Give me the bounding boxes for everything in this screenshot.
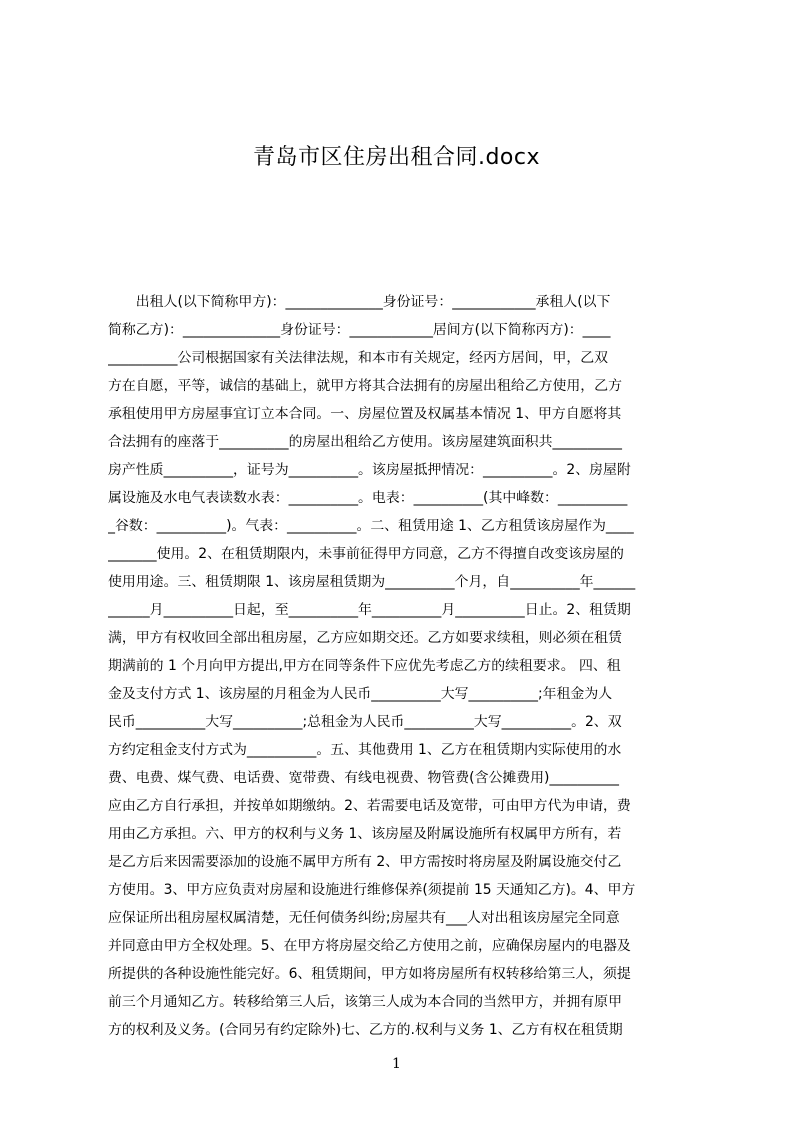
body-line: 应保证所出租房屋权属清楚，无任何债务纠纷;房屋共有___人对出租该房屋完全同意 bbox=[108, 910, 620, 926]
body-line: 期满前的 1 个月向甲方提出,甲方在同等条件下应优先考虑乙方的续租要求。 四、租 bbox=[108, 658, 621, 674]
body-line: 使用用途。三、租赁期限 1、该房屋租赁期为__________个月，自__________年______ bbox=[108, 574, 636, 590]
page-number: 1 bbox=[392, 1056, 401, 1072]
body-line: 简称乙方)：______________身份证号：____________居间方(以下简称丙方)：____ bbox=[108, 322, 611, 338]
body-line: 房产性质__________，证号为__________。该房屋抵押情况：__________。2、房屋附 bbox=[108, 462, 631, 478]
body-line: 满，甲方有权收回全部出租房屋，乙方应如期交还。乙方如要求续租，则必须在租赁 bbox=[108, 630, 622, 646]
body-line: 合法拥有的座落于__________的房屋出租给乙方使用。该房屋建筑面积共__________ bbox=[108, 434, 622, 450]
document-title: 青岛市区住房出租合同.docx bbox=[252, 145, 541, 170]
body-line: 并同意由甲方全权处理。5、在甲方将房屋交给乙方使用之前，应确保房屋内的电器及 bbox=[108, 938, 631, 954]
body-line: 承租使用甲方房屋事宜订立本合同。一、房屋位置及权属基本情况 1、甲方自愿将其 bbox=[108, 406, 622, 422]
body-line: 方在自愿，平等，诚信的基础上，就甲方将其合法拥有的房屋出租给乙方使用，乙方 bbox=[108, 378, 622, 394]
body-line: 出租人(以下简称甲方)：______________身份证号：____________承租人(以下 bbox=[108, 294, 611, 310]
body-line: 所提供的各种设施性能完好。6、租赁期间，甲方如将房屋所有权转移给第三人，须提 bbox=[108, 966, 631, 982]
body-line: 方的权利及义务。(合同另有约定除外)七、乙方的.权利与义务 1、乙方有权在租赁期 bbox=[108, 1022, 623, 1038]
body-line: _______使用。2、在租赁期限内，未事前征得甲方同意，乙方不得擅自改变该房屋的 bbox=[108, 546, 624, 562]
body-line: 属设施及水电气表读数水表：__________。电表：__________(其中峰数：__________ bbox=[108, 490, 628, 506]
body-line: ______月__________日起，至__________年__________月__________日止。2、租赁期 bbox=[108, 602, 631, 618]
body-line: __________公司根据国家有关法律法规，和本市有关规定，经丙方居间，甲，乙双 bbox=[108, 350, 609, 366]
body-line: _谷数：__________)。气表：__________。二、租赁用途 1、乙方租赁该房屋作为____ bbox=[108, 518, 634, 534]
body-line: 前三个月通知乙方。转移给第三人后，该第三人成为本合同的当然甲方，并拥有原甲 bbox=[108, 994, 622, 1010]
body-line: 用由乙方承担。六、甲方的权利与义务 1、该房屋及附属设施所有权属甲方所有，若 bbox=[108, 826, 622, 842]
body-line: 费、电费、煤气费、电话费、宽带费、有线电视费、物管费(含公摊费用)__________ bbox=[108, 770, 619, 786]
body-line: 民币__________大写__________;总租金为人民币__________大写__________。2、双 bbox=[108, 714, 622, 730]
contract-body bbox=[108, 288, 698, 1048]
body-line: 金及支付方式 1、该房屋的月租金为人民币__________大写__________;年租金为人 bbox=[108, 686, 613, 702]
body-line: 方使用。3、甲方应负责对房屋和设施进行维修保养(须提前 15 天通知乙方)。4、甲方 bbox=[108, 882, 636, 898]
body-line: 方约定租金支付方式为__________。五、其他费用 1、乙方在租赁期内实际使用的水 bbox=[108, 742, 622, 758]
body-line: 是乙方后来因需要添加的设施不属甲方所有 2、甲方需按时将房屋及附属设施交付乙 bbox=[108, 854, 622, 870]
body-line: 应由乙方自行承担，并按单如期缴纳。2、若需要电话及宽带，可由甲方代为申请，费 bbox=[108, 798, 631, 814]
